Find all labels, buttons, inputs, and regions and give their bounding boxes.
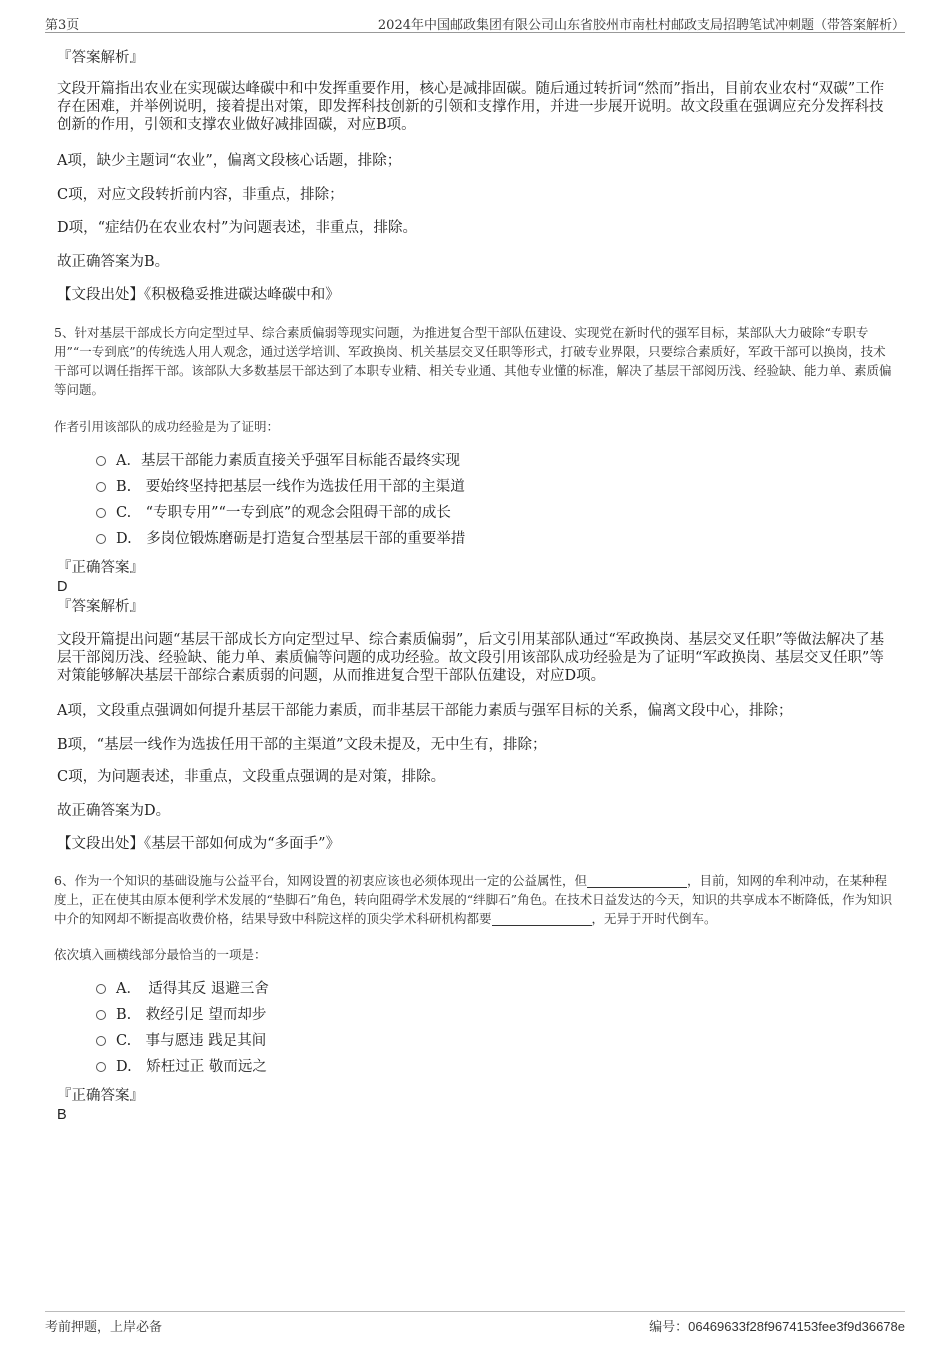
q5-analysis-text: 文段开篇提出问题“基层干部成长方向定型过早、综合素质偏弱”，后文引用某部队通过“军政换岗、基层交叉任职”等做法解决了基层干部阅历浅、经验缺、能力单、素质偏等问题的成功经验。故文段引用该部队成功经验是为了证明“军政换岗、基层交叉任职”等对策能够解决基层干部综合素质弱的问题，从而推进复合型干部队伍建设，对应D项。 bbox=[57, 632, 885, 684]
q5-option-a-analysis: A项，文段重点强调如何提升基层干部能力素质，而非基层干部能力素质与强军目标的关系，偏离文段中心，排除； bbox=[57, 703, 793, 719]
q6-option-b-text: B. 救经引足 望而却步 bbox=[116, 1007, 267, 1023]
q5-option-d[interactable] bbox=[96, 530, 465, 548]
q5-answer-label: 『正确答案』 bbox=[57, 560, 144, 576]
q4-option-d-analysis: D项，“症结仍在农业农村”为问题表述，非重点，排除。 bbox=[57, 220, 417, 236]
radio-icon[interactable] bbox=[96, 482, 106, 492]
q5-answer: D bbox=[57, 579, 68, 595]
q4-conclusion: 故正确答案为B。 bbox=[57, 254, 170, 270]
q4-option-c-analysis: C项，对应文段转折前内容，非重点，排除； bbox=[57, 187, 344, 203]
q5-option-c-analysis: C项，为问题表述，非重点，文段重点强调的是对策，排除。 bbox=[57, 769, 446, 785]
q6-answer-label: 『正确答案』 bbox=[57, 1088, 144, 1104]
radio-icon[interactable] bbox=[96, 508, 106, 518]
q5-option-c[interactable] bbox=[96, 504, 451, 522]
q5-question: 作者引用该部队的成功经验是为了证明： bbox=[54, 419, 280, 434]
q5-option-b-analysis: B项，“基层一线作为选拔任用干部的主渠道”文段未提及，无中生有，排除； bbox=[57, 737, 547, 753]
document-id: 编号：06469633f28f9674153fee3f9d36678e bbox=[649, 1319, 905, 1334]
q6-stem bbox=[54, 871, 896, 928]
q6-stem-part-2: ，目前，知网的牟利冲动，在某种程度上，正在使其由原本便利学术发展的“垫脚石”角色，转向阻碍学术发展的“绊脚石”角色。在技术日益发达的今天，知识的共享成本不断降低，作为知识中介的知网却不断提高收费价格，结果导致中科院这样的顶尖学术科研机构都要 bbox=[54, 873, 893, 926]
q5-analysis-label: 『答案解析』 bbox=[57, 599, 144, 615]
q4-source: 【文段出处】《积极稳妥推进碳达峰碳中和》 bbox=[57, 287, 340, 303]
q5-option-b-text: B. 要始终坚持把基层一线作为选拔任用干部的主渠道 bbox=[116, 479, 465, 495]
q5-conclusion: 故正确答案为D。 bbox=[57, 803, 171, 819]
q6-option-b[interactable] bbox=[96, 1006, 266, 1024]
q5-stem: 5、针对基层干部成长方向定型过早、综合素质偏弱等现实问题，为推进复合型干部队伍建设、实现党在新时代的强军目标，某部队大力破除“专职专用”“一专到底”的传统选人用人观念，通过送学培训、军政换岗、机关基层交叉任职等形式，打破专业界限，只要综合素质好，军政干部可以换岗，技术干部可以调任指挥干部。该部队大多数基层干部达到了本职专业精、相关专业通、其他专业懂的标准，解决了基层干部阅历浅、经验缺、能力单、素质偏等问题。 bbox=[54, 325, 892, 397]
page-header bbox=[45, 12, 905, 33]
q4-analysis-label: 『答案解析』 bbox=[57, 50, 144, 66]
q6-option-a-text: A． 适得其反 退避三舍 bbox=[116, 981, 269, 997]
radio-icon[interactable] bbox=[96, 1062, 106, 1072]
page-footer bbox=[45, 1311, 905, 1336]
footer-slogan: 考前押题，上岸必备 bbox=[45, 1320, 163, 1335]
fill-blank-2 bbox=[492, 912, 592, 926]
q6-option-d[interactable] bbox=[96, 1058, 267, 1076]
radio-icon[interactable] bbox=[96, 1036, 106, 1046]
q6-question: 依次填入画横线部分最恰当的一项是： bbox=[54, 947, 267, 962]
fill-blank-1 bbox=[587, 874, 687, 888]
q6-option-c[interactable] bbox=[96, 1032, 266, 1050]
q5-option-d-text: D. 多岗位锻炼磨砺是打造复合型基层干部的重要举措 bbox=[116, 531, 466, 547]
q5-option-c-text: C. “专职专用”“一专到底”的观念会阻碍干部的成长 bbox=[116, 505, 451, 521]
q6-option-c-text: C. 事与愿违 践足其间 bbox=[116, 1033, 267, 1049]
page-number: 第3页 bbox=[45, 18, 80, 33]
q5-option-a-text: A．基层干部能力素质直接关乎强军目标能否最终实现 bbox=[116, 453, 460, 469]
q6-stem-part-1: 6、作为一个知识的基础设施与公益平台，知网设置的初衷应该也必须体现出一定的公益属性，但 bbox=[54, 873, 587, 888]
q4-option-a-analysis: A项，缺少主题词“农业”，偏离文段核心话题，排除； bbox=[57, 153, 402, 169]
radio-icon[interactable] bbox=[96, 456, 106, 466]
q5-source: 【文段出处】《基层干部如何成为“多面手”》 bbox=[57, 836, 341, 852]
q5-option-a[interactable] bbox=[96, 452, 460, 470]
q5-option-b[interactable] bbox=[96, 478, 465, 496]
radio-icon[interactable] bbox=[96, 984, 106, 994]
radio-icon[interactable] bbox=[96, 534, 106, 544]
document-title: 2024年中国邮政集团有限公司山东省胶州市南杜村邮政支局招聘笔试冲刺题（带答案解析） bbox=[377, 18, 905, 33]
radio-icon[interactable] bbox=[96, 1010, 106, 1020]
q6-stem-part-3: ，无异于开时代倒车。 bbox=[591, 911, 717, 926]
q6-option-d-text: D. 矫枉过正 敬而远之 bbox=[116, 1059, 267, 1075]
q6-answer: B bbox=[57, 1107, 67, 1123]
q4-analysis-text: 文段开篇指出农业在实现碳达峰碳中和中发挥重要作用，核心是减排固碳。随后通过转折词“然而”指出，目前农业农村“双碳”工作存在困难，并举例说明，接着提出对策，即发挥科技创新的引领和支撑作用，并进一步展开说明。故文段重在强调应充分发挥科技创新的作用，引领和支撑农业做好减排固碳，对应B项。 bbox=[57, 81, 885, 133]
q6-option-a[interactable] bbox=[96, 980, 269, 998]
